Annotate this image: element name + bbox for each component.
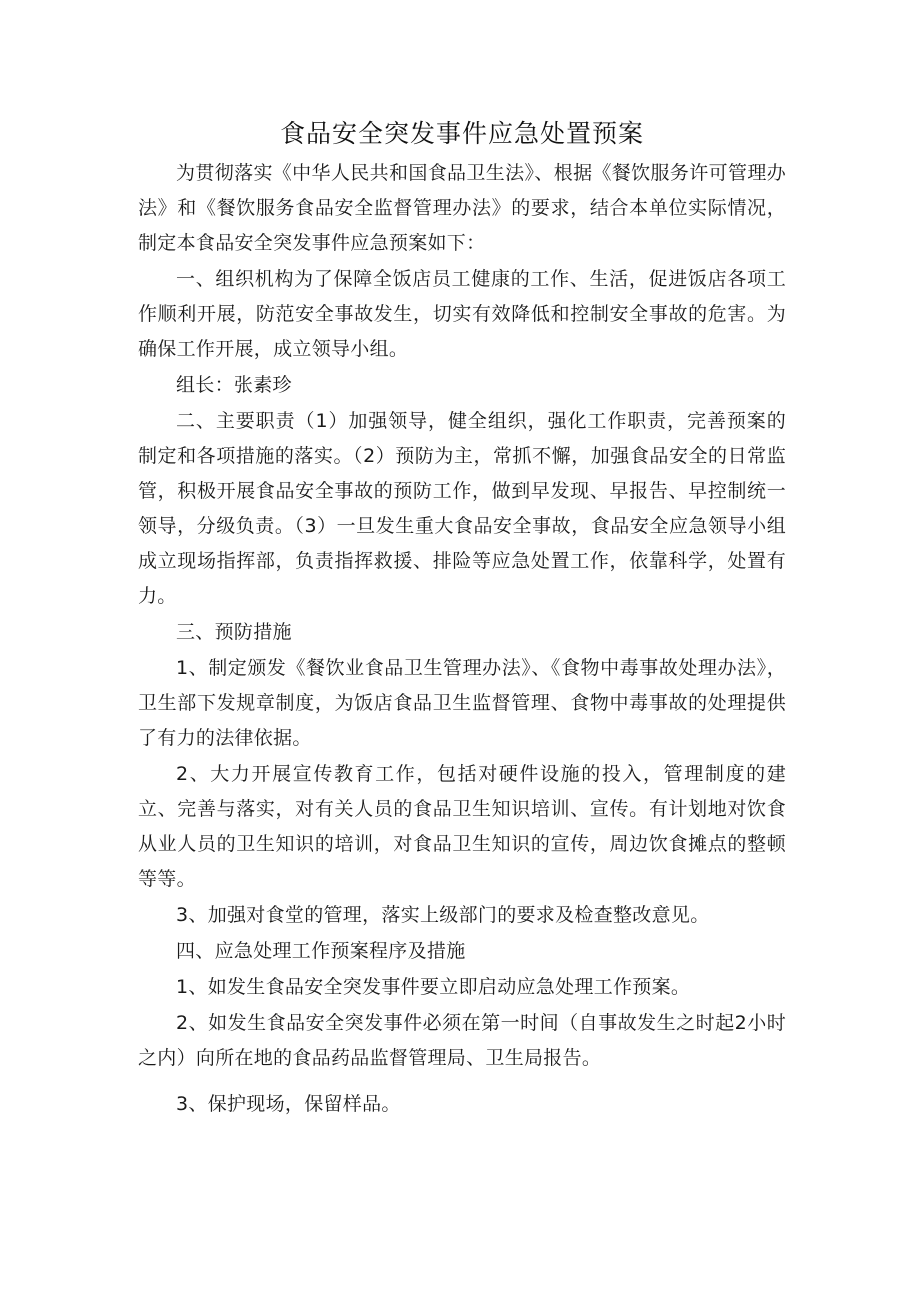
paragraph-procedure-1: 1、如发生食品安全突发事件要立即启动应急处理工作预案。: [176, 976, 691, 998]
paragraph-procedure-heading: 四、应急处理工作预案程序及措施: [176, 940, 466, 962]
paragraph-prevention-2: 2、大力开展宣传教育工作，包括对硬件设施的投入，管理制度的建立、完善与落实，对有关人员的食品卫生知识培训、宣传。有计划地对饮食从业人员的卫生知识的培训，对食品卫生知识的宣传，周边饮食摊点的整顿等等。: [138, 763, 786, 890]
paragraph-prevention-heading: 三、预防措施: [176, 621, 292, 643]
paragraph-prevention-3: 3、加强对食堂的管理，落实上级部门的要求及检查整改意见。: [176, 904, 710, 926]
document-page: [138, 112, 786, 1123]
paragraph-procedure-3: 3、保护现场，保留样品。: [176, 1093, 401, 1115]
paragraph-intro: 为贯彻落实《中华人民共和国食品卫生法》、根据《餐饮服务许可管理办法》和《餐饮服务食品安全监督管理办法》的要求，结合本单位实际情况，制定本食品安全突发事件应急预案如下：: [138, 162, 786, 254]
paragraph-team-leader: 组长：张素珍: [176, 374, 292, 396]
paragraph-procedure-2: 2、如发生食品安全突发事件必须在第一时间（自事故发生之时起2小时之内）向所在地的食品药品监督管理局、卫生局报告。: [138, 1012, 786, 1069]
paragraph-spacer: [138, 1077, 786, 1087]
paragraph-responsibilities: 二、主要职责（1）加强领导，健全组织，强化工作职责，完善预案的制定和各项措施的落实。（2）预防为主，常抓不懈，加强食品安全的日常监管，积极开展食品安全事故的预防工作，做到早发现、早报告、早控制统一领导，分级负责。（3）一旦发生重大食品安全事故，食品安全应急领导小组成立现场指挥部，负责指挥救援、排险等应急处置工作，依靠科学，处置有力。: [138, 410, 786, 607]
paragraph-organization: 一、组织机构为了保障全饭店员工健康的工作、生活，促进饭店各项工作顺利开展，防范安全事故发生，切实有效降低和控制安全事故的危害。为确保工作开展，成立领导小组。: [138, 268, 786, 360]
document-title: 食品安全突发事件应急处置预案: [279, 119, 644, 148]
paragraph-prevention-1: 1、制定颁发《餐饮业食品卫生管理办法》、《食物中毒事故处理办法》，卫生部下发规章制度，为饭店食品卫生监督管理、食物中毒事故的处理提供了有力的法律依据。: [138, 657, 786, 749]
